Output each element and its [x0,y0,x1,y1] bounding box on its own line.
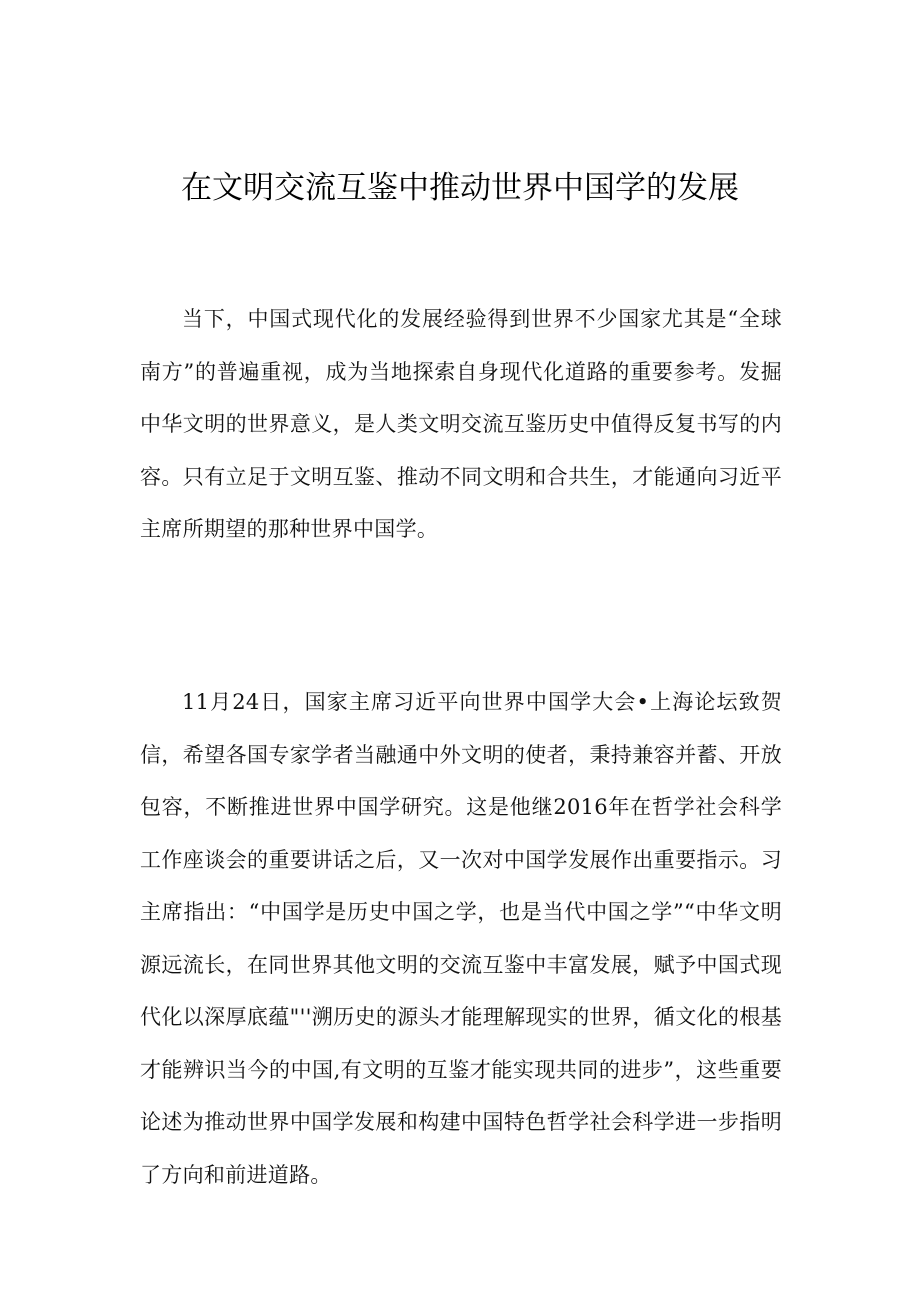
document-title: 在文明交流互鉴中推动世界中国学的发展 [181,170,739,206]
paragraph-1: 当下，中国式现代化的发展经验得到世界不少国家尤其是“全球南方”的普遍重视，成为当地探索自身现代化道路的重要参考。发掘中华文明的世界意义，是人类文明交流互鉴历史中值得反复书写的内容。只有立足于文明互鉴、推动不同文明和合共生，才能通向习近平主席所期望的那种世界中国学。 [140,307,782,541]
paragraph-2: 11月24日，国家主席习近平向世界中国学大会•上海论坛致贺信，希望各国专家学者当融通中外文明的使者，秉持兼容并蓄、开放包容，不断推进世界中国学研究。这是他继2016年在哲学社会科学工作座谈会的重要讲话之后，又一次对中国学发展作出重要指示。习主席指出：“中国学是历史中国之学，也是当代中国之学”“中华文明源远流长，在同世界其他文明的交流互鉴中丰富发展，赋予中国式现代化以深厚底蕴"''溯历史的源头才能理解现实的世界，循文化的根基才能辨识当今的中国,有文明的互鉴才能实现共同的进步”，这些重要论述为推动世界中国学发展和构建中国特色哲学社会科学进一步指明了方向和前进道路。 [140,690,782,1187]
